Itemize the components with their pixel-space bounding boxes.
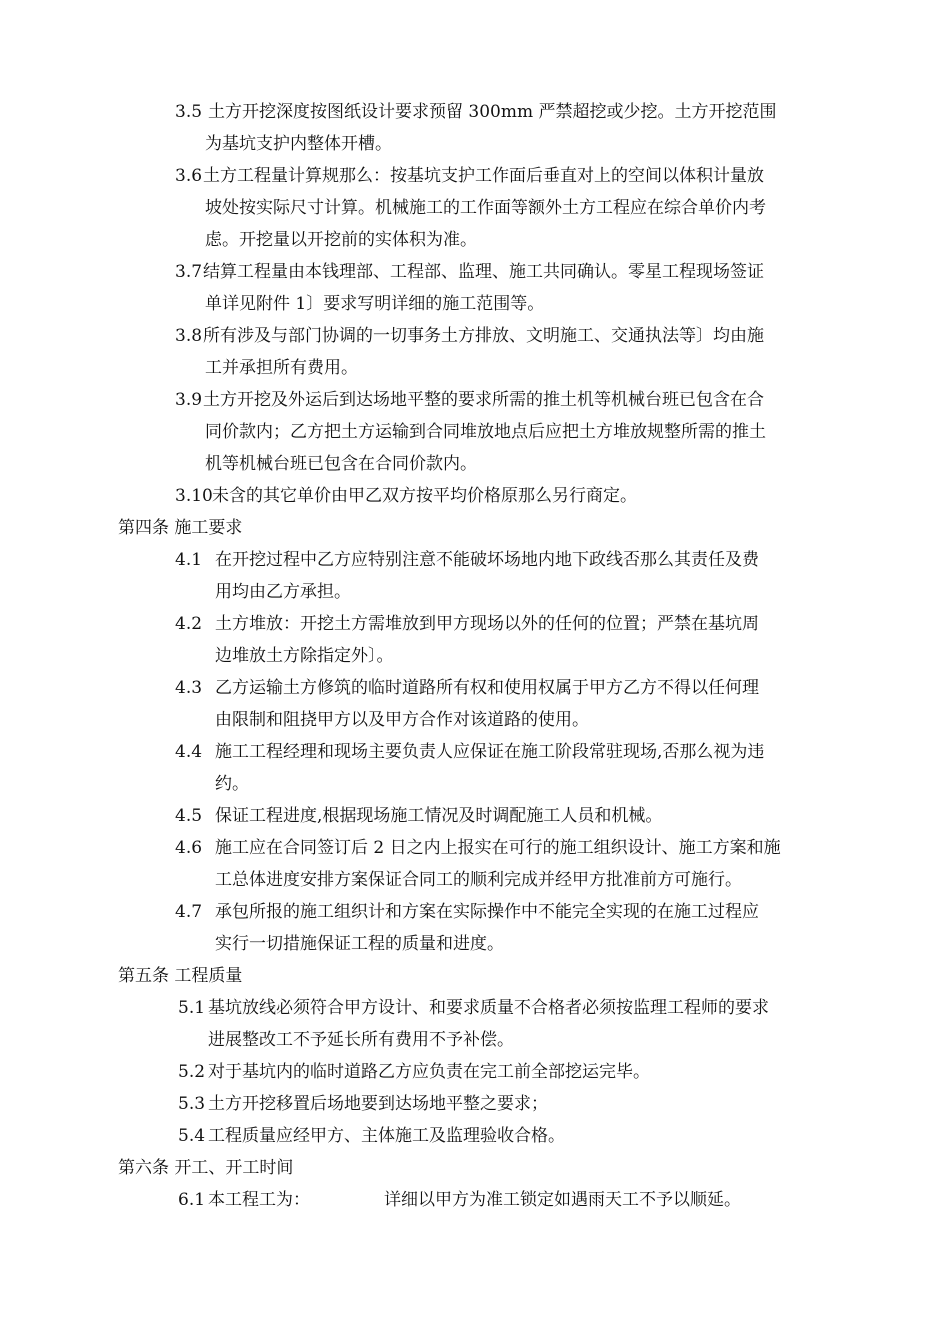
clause-4-2 xyxy=(175,608,759,672)
clause-text-line: 在开挖过程中乙方应特别注意不能破坏场地内地下政线否那么其责任及费 xyxy=(215,550,759,570)
clause-number: 5.3 xyxy=(178,1094,206,1114)
clause-number: 4.1 xyxy=(175,550,203,570)
clause-number: 4.2 xyxy=(175,614,203,634)
clause-5-1 xyxy=(178,992,769,1056)
clause-4-3 xyxy=(175,672,759,736)
clause-text-line: 工并承担所有费用。 xyxy=(205,358,358,378)
clause-text-line: 未含的其它单价由甲乙双方按平均价格原那么另行商定。 xyxy=(212,486,637,506)
clause-text-line: 对于基坑内的临时道路乙方应负责在完工前全部挖运完毕。 xyxy=(208,1062,650,1082)
clause-text-line: 由限制和阻挠甲方以及甲方合作对该道路的使用。 xyxy=(215,710,589,730)
clause-4-6 xyxy=(175,832,781,896)
clause-3-9 xyxy=(175,384,766,480)
clause-text-line: 坡处按实际尺寸计算。机械施工的工作面等额外土方工程应在综合单价内考 xyxy=(205,198,766,218)
clause-text-line: 施工应在合同签订后 2 日之内上报实在可行的施工组织设计、施工方案和施 xyxy=(215,838,781,858)
clause-text-line: 结算工程量由本钱理部、工程部、监理、施工共同确认。零星工程现场签证 xyxy=(203,262,764,282)
section-heading-4: 第四条 施工要求 xyxy=(118,518,243,538)
clause-text-line: 实行一切措施保证工程的质量和进度。 xyxy=(215,934,504,954)
clause-4-7 xyxy=(175,896,759,960)
clause-3-6 xyxy=(175,160,766,256)
clause-number: 3.5 xyxy=(175,102,203,122)
clause-number: 4.3 xyxy=(175,678,203,698)
clause-3-8 xyxy=(175,320,764,384)
clause-5-3 xyxy=(178,1088,548,1120)
clause-text-line: 机等机械台班已包含在合同价款内。 xyxy=(205,454,477,474)
clause-3-10 xyxy=(175,480,637,512)
clause-number: 6.1 xyxy=(178,1190,206,1210)
clause-4-4 xyxy=(175,736,764,800)
section-heading-5: 第五条 工程质量 xyxy=(118,966,243,986)
clause-text-line: 单详见附件 1〕要求写明详细的施工范围等。 xyxy=(205,294,545,314)
clause-text-line: 为基坑支护内整体开槽。 xyxy=(205,134,392,154)
clause-text-line: 保证工程进度,根据现场施工情况及时调配施工人员和机械。 xyxy=(215,806,663,826)
clause-text-line: 土方工程量计算规那么：按基坑支护工作面后垂直对上的空间以体积计量放 xyxy=(203,166,764,186)
clause-number: 3.10 xyxy=(175,486,213,506)
clause-text-line: 用均由乙方承担。 xyxy=(215,582,351,602)
section-heading-6: 第六条 开工、开工时间 xyxy=(118,1158,294,1178)
clause-text-line: 乙方运输土方修筑的临时道路所有权和使用权属于甲方乙方不得以任何理 xyxy=(215,678,759,698)
clause-4-1 xyxy=(175,544,759,608)
clause-number: 4.6 xyxy=(175,838,203,858)
clause-text-line: 土方堆放：开挖土方需堆放到甲方现场以外的任何的位置；严禁在基坑周 xyxy=(215,614,759,634)
clause-number: 4.4 xyxy=(175,742,203,762)
clause-number: 4.5 xyxy=(175,806,203,826)
clause-text-line: 施工工程经理和现场主要负责人应保证在施工阶段常驻现场,否那么视为违 xyxy=(215,742,765,762)
clause-number: 3.7 xyxy=(175,262,203,282)
clause-4-5 xyxy=(175,800,662,832)
clause-text-line: 进展整改工不予延长所有费用不予补偿。 xyxy=(208,1030,514,1050)
clause-text-line: 土方开挖深度按图纸设计要求预留 300mm 严禁超挖或少挖。土方开挖范围 xyxy=(208,102,777,122)
clause-text-part: 详细以甲方为准工锁定如遇雨天工不予以顺延。 xyxy=(384,1190,741,1210)
clause-text-line: 基坑放线必须符合甲方设计、和要求质量不合格者必须按监理工程师的要求 xyxy=(208,998,769,1018)
clause-3-7 xyxy=(175,256,764,320)
clause-5-2 xyxy=(178,1056,650,1088)
clause-number: 5.4 xyxy=(178,1126,206,1146)
clause-number: 3.6 xyxy=(175,166,203,186)
clause-number: 4.7 xyxy=(175,902,203,922)
clause-text-line: 工总体进度安排方案保证合同工的顺利完成并经甲方批准前方可施行。 xyxy=(215,870,742,890)
clause-text-line: 所有涉及与部门协调的一切事务土方排放、文明施工、交通执法等〕均由施 xyxy=(203,326,764,346)
clause-text-line: 边堆放土方除指定外〕。 xyxy=(215,646,394,666)
clause-text-line: 同价款内；乙方把土方运输到合同堆放地点后应把土方堆放规整所需的推土 xyxy=(205,422,766,442)
clause-text-line: 土方开挖及外运后到达场地平整的要求所需的推土机等机械台班已包含在合 xyxy=(203,390,764,410)
clause-text-line: 虑。开挖量以开挖前的实体积为准。 xyxy=(205,230,477,250)
clause-number: 3.9 xyxy=(175,390,203,410)
clause-number: 5.2 xyxy=(178,1062,206,1082)
clause-text-line: 约。 xyxy=(215,774,249,794)
clause-text-line: 土方开挖移置后场地要到达场地平整之要求； xyxy=(208,1094,548,1114)
clause-number: 3.8 xyxy=(175,326,203,346)
clause-text-line: 承包所报的施工组织计和方案在实际操作中不能完全实现的在施工过程应 xyxy=(215,902,759,922)
clause-5-4 xyxy=(178,1120,565,1152)
clause-6-1 xyxy=(178,1184,741,1216)
clause-3-5 xyxy=(175,96,777,160)
clause-text-part: 本工程工为： xyxy=(208,1190,310,1210)
clause-number: 5.1 xyxy=(178,998,206,1018)
clause-text-line: 工程质量应经甲方、主体施工及监理验收合格。 xyxy=(208,1126,565,1146)
